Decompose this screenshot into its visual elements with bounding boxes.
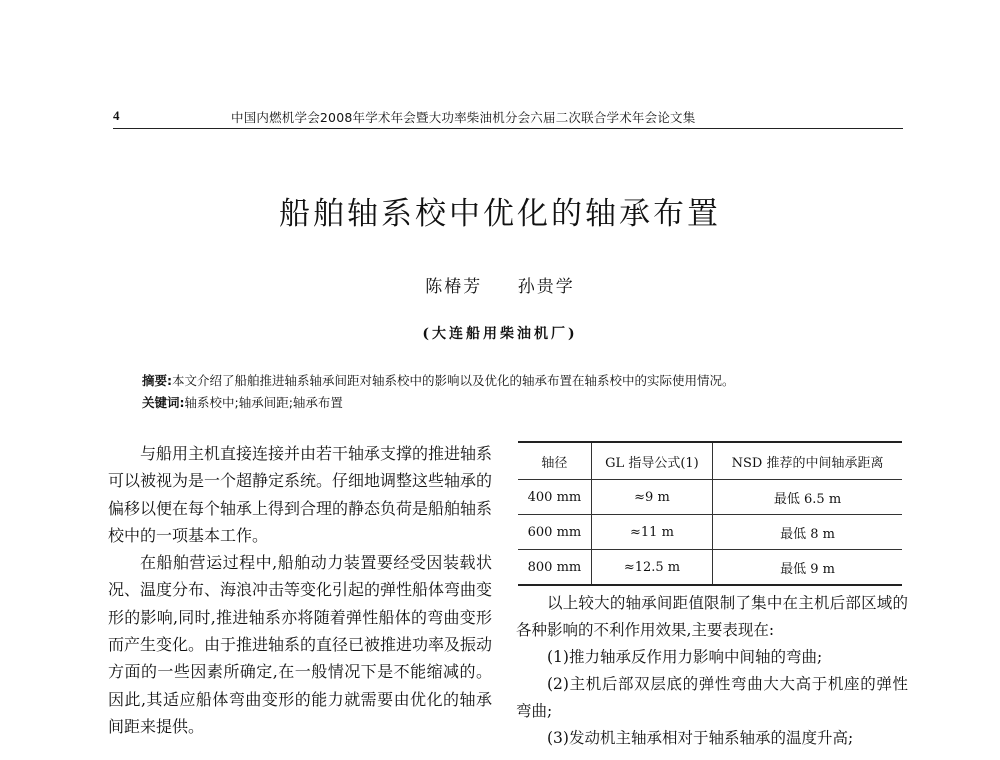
table-cell: 400 mm <box>518 480 591 515</box>
body-paragraph: 以上较大的轴承间距值限制了集中在主机后部区域的各种影响的不利作用效果,主要表现在: <box>516 594 908 639</box>
table-header-cell: NSD 推荐的中间轴承距离 <box>713 442 902 480</box>
list-item: (1)推力轴承反作用力影响中间轴的弯曲; <box>547 648 823 666</box>
authors <box>0 272 1000 297</box>
table-cell: ≈9 m <box>591 480 712 515</box>
table-cell: 800 mm <box>518 550 591 586</box>
table-cell: 最低 8 m <box>713 515 902 550</box>
body-paragraph: 在船舶营运过程中,船舶动力装置要经受因装载状况、温度分布、海浪冲击等变化引起的弹性船体弯曲变形的影响,同时,推进轴系亦将随着弹性船体的弯曲变形而产生变化。由于推进轴系的直径已被推进功率及振动方面的一些因素所确定,在一般情况下是不能缩减的。因此,其适应船体弯曲变形的能力就需要由优化的轴承间距来提供。 <box>108 553 493 736</box>
author-name: 孙贵学 <box>517 277 575 297</box>
abstract <box>142 370 902 392</box>
table-header-cell: GL 指导公式(1) <box>591 442 712 480</box>
table-header-row <box>518 442 902 480</box>
keywords-text: 轴系校中;轴承间距;轴承布置 <box>184 395 343 410</box>
table-row <box>518 480 902 515</box>
table-cell: 最低 6.5 m <box>713 480 902 515</box>
body-paragraph: 与船用主机直接连接并由若干轴承支撑的推进轴系可以被视为是一个超静定系统。仔细地调整这些轴承的偏移以便在每个轴承上得到合理的静态负荷是船舶轴系校中的一项基本工作。 <box>108 444 493 545</box>
list-item: (2)主机后部双层底的弹性弯曲大大高于机座的弹性弯曲; <box>516 675 908 720</box>
running-header <box>113 106 903 129</box>
page-number: 4 <box>113 108 120 123</box>
keywords <box>142 392 902 414</box>
table-cell: ≈12.5 m <box>591 550 712 586</box>
table-row <box>518 550 902 586</box>
table-cell: 600 mm <box>518 515 591 550</box>
table-cell: ≈11 m <box>591 515 712 550</box>
author-name: 陈椿芳 <box>425 277 483 297</box>
abstract-text: 本文介绍了船舶推进轴系轴承间距对轴系校中的影响以及优化的轴承布置在轴系校中的实际使用情况。 <box>172 373 735 388</box>
left-column <box>108 440 492 740</box>
table-row <box>518 515 902 550</box>
table-cell: 最低 9 m <box>713 550 902 586</box>
abstract-label: 摘要: <box>142 373 172 388</box>
keywords-label: 关键词: <box>142 395 185 410</box>
journal-title: 中国内燃机学会2008年学术年会暨大功率柴油机分会六届二次联合学术年会论文集 <box>231 110 696 125</box>
affiliation: (大连船用柴油机厂) <box>422 326 578 342</box>
table-header-cell: 轴径 <box>518 442 591 480</box>
right-column <box>516 590 908 752</box>
paper-title: 船舶轴系校中优化的轴承布置 <box>279 196 721 232</box>
list-item: (3)发动机主轴承相对于轴系轴承的温度升高; <box>547 729 854 747</box>
abstract-block <box>142 370 902 414</box>
bearing-distance-table <box>518 441 902 586</box>
